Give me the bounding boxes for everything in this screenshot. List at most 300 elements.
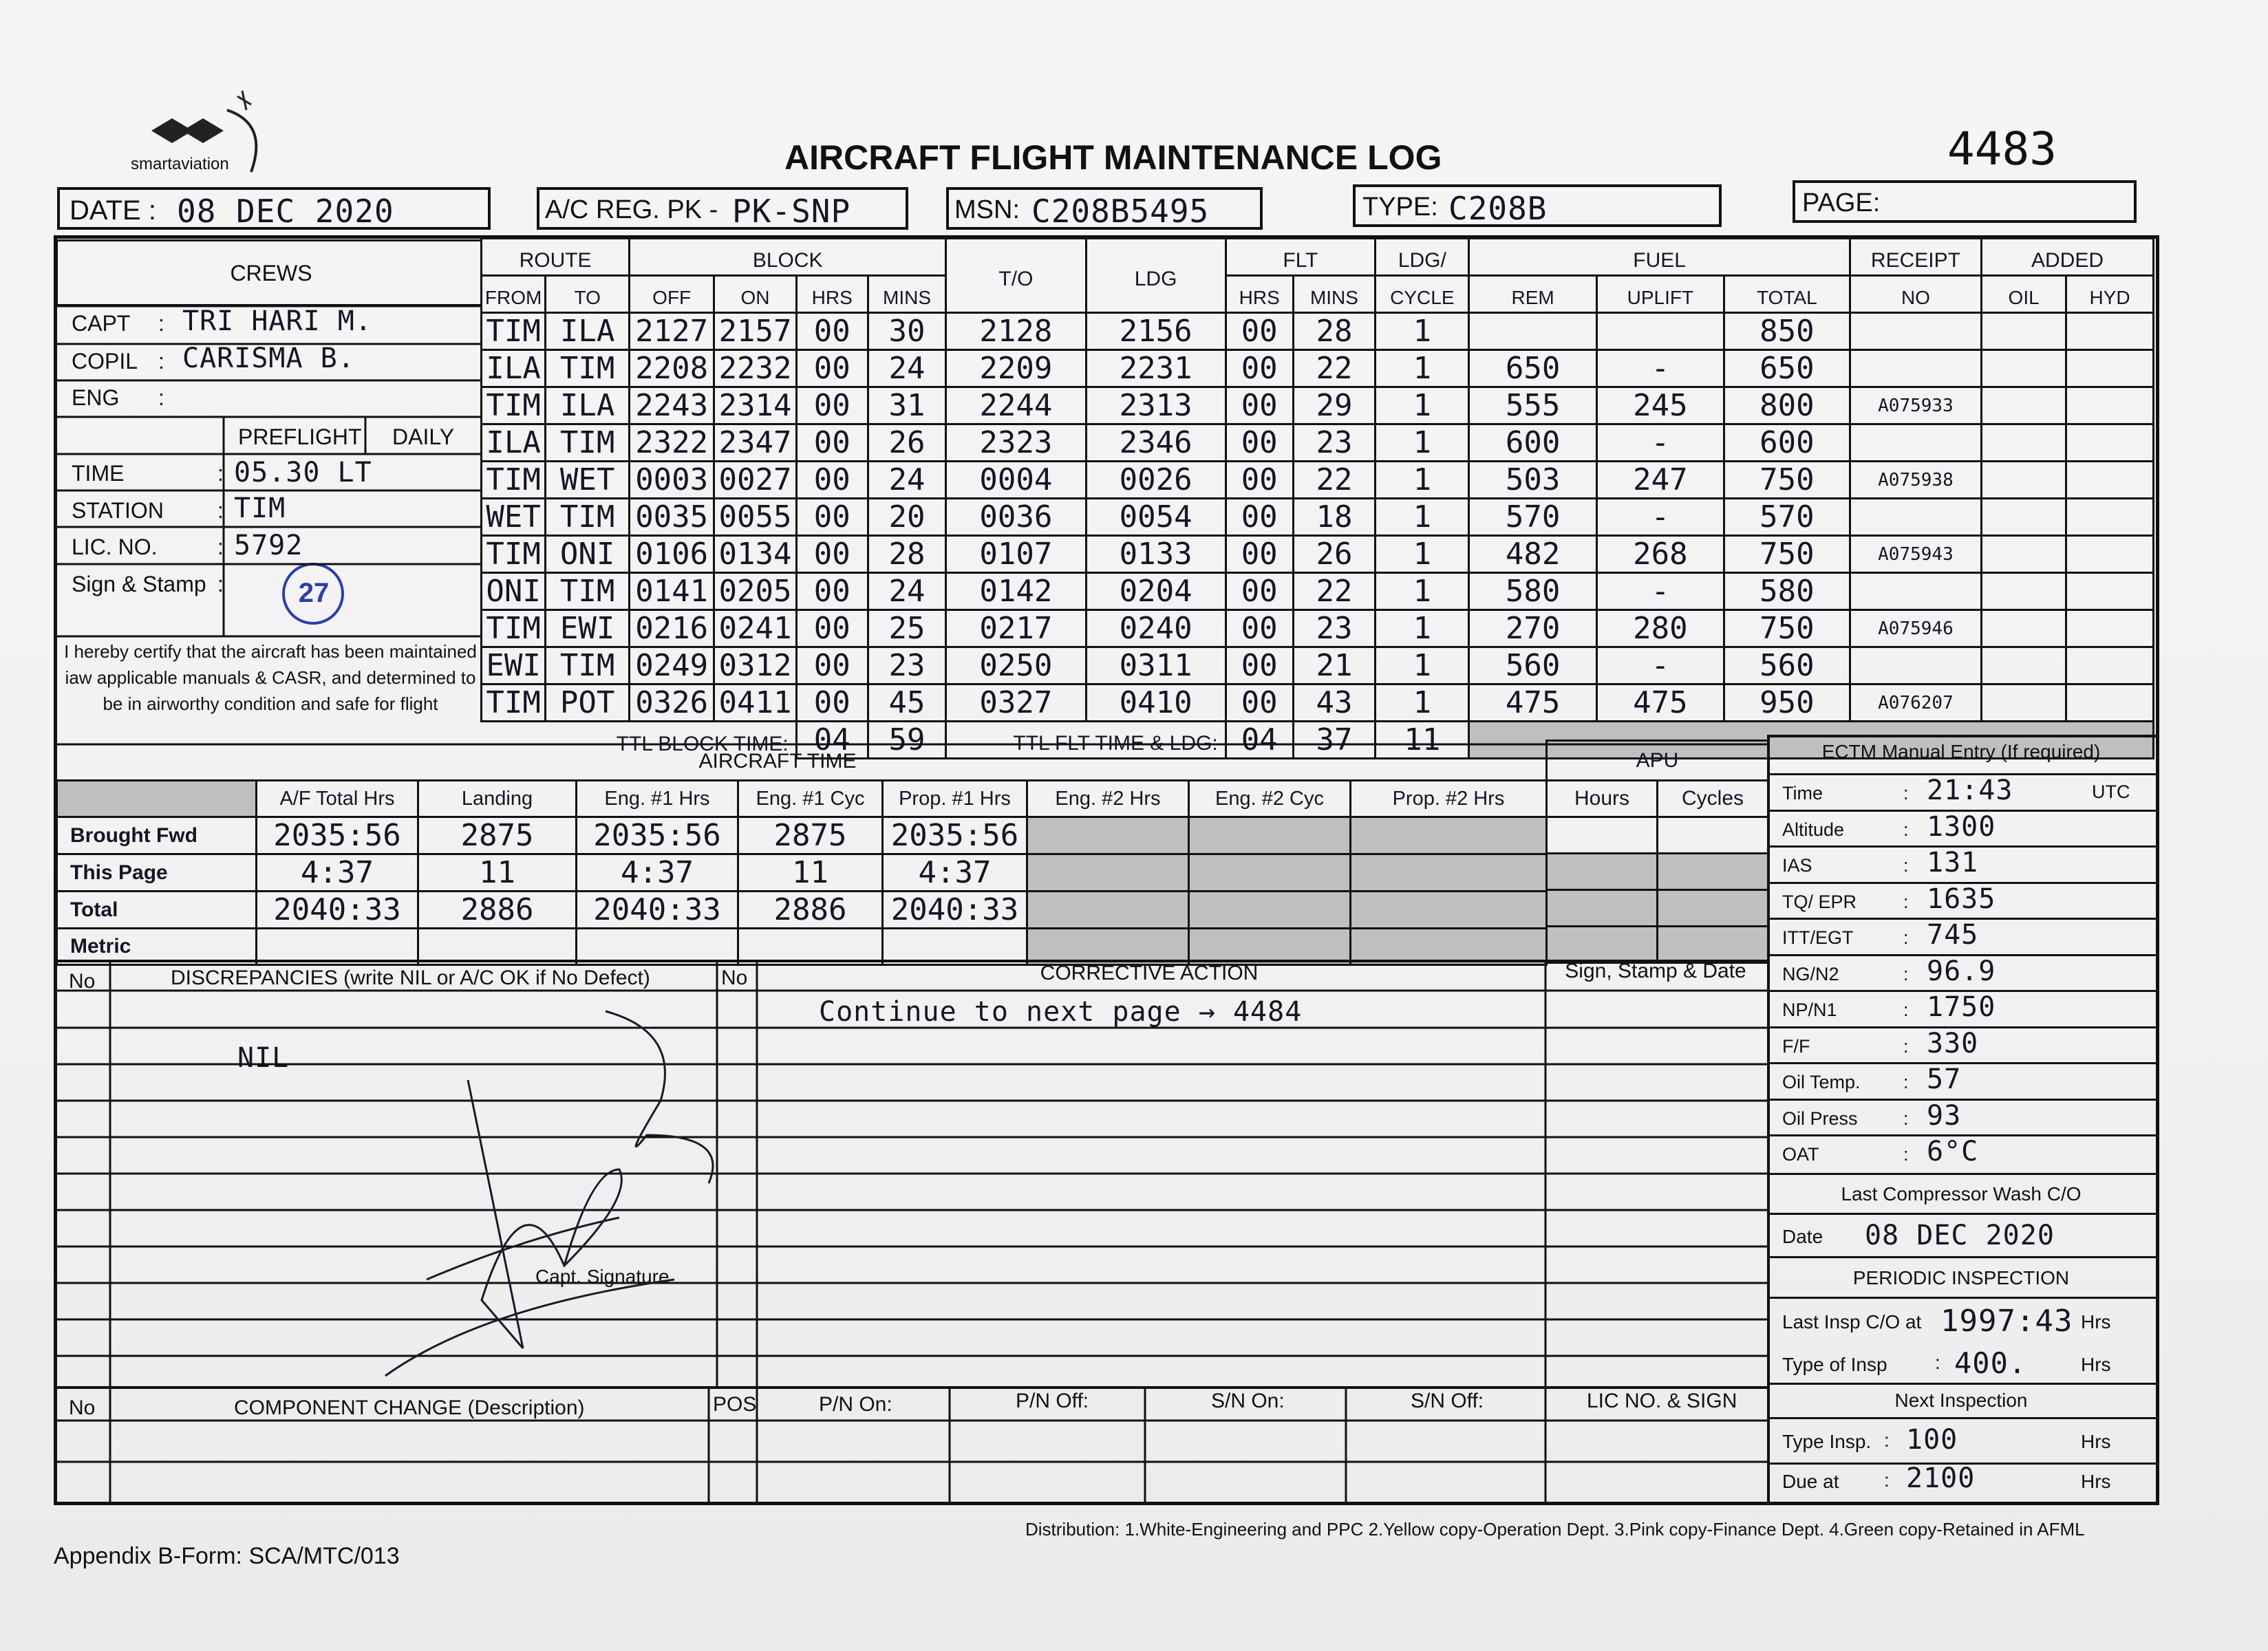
flight-cell-from[interactable]: TIM: [482, 313, 546, 350]
hyd-header-text: HYD: [2089, 287, 2130, 308]
aircraft-time-value[interactable]: 2035:56: [577, 817, 738, 854]
flight-cell-hrs[interactable]: 00: [796, 387, 868, 424]
flight-cell-cycle[interactable]: 1: [1376, 610, 1469, 647]
flight-cell-from[interactable]: TIM: [482, 462, 546, 499]
ectm-value[interactable]: 1750: [1927, 991, 1996, 1023]
compressor-date-value[interactable]: 08 DEC 2020: [1865, 1220, 2055, 1251]
flight-cell-hrs[interactable]: 00: [796, 536, 868, 573]
aircraft-time-header: Eng. #1 Hrs: [577, 781, 738, 817]
flight-cell-to[interactable]: POT: [546, 684, 630, 722]
flight-cell-on[interactable]: 0312: [714, 647, 797, 684]
next-type-unit: Hrs: [2081, 1431, 2111, 1452]
flight-cell-ldg[interactable]: 0240: [1086, 610, 1226, 647]
flight-cell-mins[interactable]: 20: [868, 499, 946, 536]
flight-cell-total[interactable]: 650: [1724, 350, 1850, 387]
to-header-text: TO: [574, 287, 601, 308]
flight-cell-fhrs[interactable]: 00: [1226, 313, 1293, 350]
copil-label: COPIL: [72, 349, 138, 374]
flight-cell-ldg[interactable]: 0133: [1086, 536, 1226, 573]
flight-cell-to-time[interactable]: 2244: [946, 387, 1086, 424]
flight-cell-fhrs[interactable]: 00: [1226, 499, 1293, 536]
flight-cell-to-time[interactable]: 0107: [946, 536, 1086, 573]
periodic-inspection-title: PERIODIC INSPECTION: [1852, 1267, 2070, 1288]
aircraft-time-row-label: Metric: [57, 929, 257, 965]
flight-cell-from[interactable]: TIM: [482, 536, 546, 573]
flight-cell-receipt[interactable]: A075938: [1850, 462, 1981, 499]
flight-cell-on[interactable]: 0055: [714, 499, 797, 536]
ectm-value[interactable]: 131: [1927, 847, 1979, 878]
flight-cell-to-time[interactable]: 0250: [946, 647, 1086, 684]
flight-cell-fhrs[interactable]: 00: [1226, 424, 1293, 462]
flight-cell-uplift[interactable]: -: [1596, 424, 1724, 462]
ectm-value[interactable]: 6°C: [1927, 1136, 1979, 1167]
flight-cell-total[interactable]: 750: [1724, 610, 1850, 647]
hrs-header-text: HRS: [811, 287, 853, 308]
due-at-value[interactable]: 2100: [1906, 1463, 1976, 1494]
flight-cell-mins[interactable]: 25: [868, 610, 946, 647]
aircraft-time-header: Prop. #2 Hrs: [1351, 781, 1547, 817]
aircraft-time-value[interactable]: 11: [738, 854, 883, 892]
flight-cell-fmins[interactable]: 23: [1293, 424, 1376, 462]
flight-cell-mins[interactable]: 23: [868, 647, 946, 684]
flight-cell-rem[interactable]: 555: [1469, 387, 1596, 424]
flight-cell-fhrs[interactable]: 00: [1226, 462, 1293, 499]
flight-cell-ldg[interactable]: 2231: [1086, 350, 1226, 387]
aircraft-time-header: Eng. #2 Cyc: [1189, 781, 1351, 817]
flight-cell-fhrs[interactable]: 00: [1226, 647, 1293, 684]
flight-cell-hrs[interactable]: 00: [796, 350, 868, 387]
off-header-text: OFF: [652, 287, 692, 308]
msn-label: MSN:: [954, 195, 1020, 224]
flight-cell-total[interactable]: 600: [1724, 424, 1850, 462]
ectm-unit: UTC: [2092, 781, 2130, 802]
flight-cell-rem[interactable]: 482: [1469, 536, 1596, 573]
page-title: AIRCRAFT FLIGHT MAINTENANCE LOG: [784, 138, 1442, 177]
flight-cell-to[interactable]: TIM: [546, 424, 630, 462]
ectm-label: Oil Temp.: [1782, 1072, 1861, 1092]
logo-text: smartaviation: [131, 155, 229, 173]
aircraft-time-value[interactable]: 2035:56: [257, 817, 418, 854]
flight-cell-from[interactable]: TIM: [482, 387, 546, 424]
flight-cell-fmins[interactable]: 21: [1293, 647, 1376, 684]
flight-cell-fhrs[interactable]: 00: [1226, 350, 1293, 387]
date-label: DATE :: [69, 195, 156, 226]
ldg-header-text: LDG: [1134, 268, 1177, 290]
last-insp-label: Last Insp C/O at: [1782, 1311, 1922, 1332]
ectm-value[interactable]: 1635: [1927, 883, 1996, 915]
preflight-time-value[interactable]: 05.30 LT: [234, 457, 372, 488]
flight-cell-on[interactable]: 2347: [714, 424, 797, 462]
total-header-text: TOTAL: [1757, 287, 1817, 308]
flight-cell-to-time[interactable]: 0142: [946, 573, 1086, 610]
flight-cell-uplift[interactable]: -: [1596, 647, 1724, 684]
flight-cell-from[interactable]: ILA: [482, 350, 546, 387]
flight-cell-uplift[interactable]: 247: [1596, 462, 1724, 499]
flight-cell-ldg[interactable]: 0410: [1086, 684, 1226, 722]
flight-cell-to-time[interactable]: 0036: [946, 499, 1086, 536]
flight-cell-cycle[interactable]: 1: [1376, 313, 1469, 350]
flight-cell-mins[interactable]: 28: [868, 536, 946, 573]
pos-label: POS: [713, 1393, 757, 1416]
ectm-label: IAS: [1782, 855, 1812, 876]
discrepancy-value[interactable]: NIL: [237, 1042, 290, 1074]
flight-cell-to[interactable]: ONI: [546, 536, 630, 573]
pn-off-label: P/N Off:: [1016, 1390, 1089, 1412]
flight-cell-total[interactable]: 570: [1724, 499, 1850, 536]
flight-cell-receipt[interactable]: A075946: [1850, 610, 1981, 647]
aircraft-time-row-label: This Page: [57, 854, 257, 892]
flight-cell-rem[interactable]: 475: [1469, 684, 1596, 722]
apu-hours-header: Hours: [1547, 781, 1658, 817]
eng-label: ENG: [72, 385, 120, 410]
flight-cell-fhrs[interactable]: 00: [1226, 536, 1293, 573]
flight-cell-hrs[interactable]: 00: [796, 499, 868, 536]
flight-cell-rem[interactable]: 580: [1469, 573, 1596, 610]
page-label: PAGE:: [1802, 188, 1881, 217]
flight-cell-uplift[interactable]: 475: [1596, 684, 1724, 722]
ectm-value[interactable]: 93: [1927, 1099, 1962, 1132]
ectm-label: Altitude: [1782, 819, 1845, 840]
flight-cell-off[interactable]: 2243: [630, 387, 714, 424]
flight-cell-to-time[interactable]: 2128: [946, 313, 1086, 350]
flight-cell-to[interactable]: TIM: [546, 499, 630, 536]
flight-cell-fmins[interactable]: 22: [1293, 573, 1376, 610]
flight-cell-hrs[interactable]: 00: [796, 313, 868, 350]
aircraft-time-value[interactable]: 4:37: [257, 854, 418, 892]
aircraft-time-header: A/F Total Hrs: [257, 781, 418, 817]
ttl-block-label: TTL BLOCK TIME:: [616, 732, 789, 755]
ectm-value[interactable]: 1300: [1927, 810, 1996, 843]
flight-cell-from[interactable]: TIM: [482, 684, 546, 722]
flight-cell-rem[interactable]: 270: [1469, 610, 1596, 647]
flight-cell-fmins[interactable]: 43: [1293, 684, 1376, 722]
aircraft-time-value[interactable]: 2035:56: [883, 817, 1027, 854]
lic-label: LIC. NO.: [72, 535, 158, 559]
flight-cell-from[interactable]: EWI: [482, 647, 546, 684]
added-header-text: ADDED: [2031, 249, 2104, 272]
corrective-action-value[interactable]: Continue to next page → 4484: [819, 996, 1303, 1028]
sn-on-label: S/N On:: [1211, 1390, 1285, 1412]
date-value[interactable]: 08 DEC 2020: [177, 193, 394, 230]
ectm-label: ITT/EGT: [1782, 927, 1854, 948]
next-type-label: Type Insp.: [1782, 1431, 1872, 1452]
flight-cell-on[interactable]: 0241: [714, 610, 797, 647]
flight-cell-rem[interactable]: 650: [1469, 350, 1596, 387]
aircraft-time-value[interactable]: 2040:33: [577, 892, 738, 929]
daily-label: DAILY: [392, 424, 455, 449]
sign-stamp-date-title: Sign, Stamp & Date: [1565, 960, 1746, 982]
flight-cell-mins[interactable]: 24: [868, 573, 946, 610]
flight-cell-total[interactable]: 850: [1724, 313, 1850, 350]
preflight-label: PREFLIGHT: [238, 424, 362, 449]
flight-cell-from[interactable]: ILA: [482, 424, 546, 462]
ectm-value[interactable]: 21:43: [1927, 775, 2013, 806]
ectm-label: NP/N1: [1782, 1000, 1837, 1020]
reg-label: A/C REG. PK -: [545, 195, 718, 224]
flight-cell-off[interactable]: 2208: [630, 350, 714, 387]
flight-cell-uplift[interactable]: -: [1596, 499, 1724, 536]
flight-cell-off[interactable]: 0106: [630, 536, 714, 573]
flight-cell-cycle[interactable]: 1: [1376, 684, 1469, 722]
flight-cell-cycle[interactable]: 1: [1376, 573, 1469, 610]
ectm-label: Time: [1782, 783, 1823, 803]
ectm-value[interactable]: 330: [1927, 1027, 1979, 1059]
mins-header-text: MINS: [883, 287, 932, 308]
fuel-header-text: FUEL: [1633, 249, 1686, 272]
flight-cell-to[interactable]: TIM: [546, 573, 630, 610]
flight-cell-on[interactable]: 2157: [714, 313, 797, 350]
flight-cell-ldg[interactable]: 2156: [1086, 313, 1226, 350]
aircraft-time-value[interactable]: 2040:33: [257, 892, 418, 929]
flight-cell-off[interactable]: 0035: [630, 499, 714, 536]
flight-cell-off[interactable]: 0326: [630, 684, 714, 722]
flight-cell-off[interactable]: 0141: [630, 573, 714, 610]
flight-cell-total[interactable]: 560: [1724, 647, 1850, 684]
flight-cell-uplift[interactable]: -: [1596, 350, 1724, 387]
flight-cell-from[interactable]: TIM: [482, 610, 546, 647]
ectm-label: Oil Press: [1782, 1108, 1858, 1129]
flight-cell-to[interactable]: ILA: [546, 313, 630, 350]
ectm-value[interactable]: 745: [1927, 919, 1979, 951]
flight-cell-hrs[interactable]: 00: [796, 610, 868, 647]
flight-cell-uplift[interactable]: -: [1596, 573, 1724, 610]
receipt-header-text-2: NO: [1901, 287, 1930, 308]
flight-cell-ldg[interactable]: 2346: [1086, 424, 1226, 462]
flight-cell-ldg[interactable]: 0026: [1086, 462, 1226, 499]
stamp-number: 27: [298, 578, 330, 608]
type-label: TYPE:: [1362, 193, 1438, 222]
type-value[interactable]: C208B: [1448, 190, 1548, 227]
flight-cell-fhrs[interactable]: 00: [1226, 573, 1293, 610]
flight-cell-on[interactable]: 0134: [714, 536, 797, 573]
aircraft-time-value[interactable]: 2040:33: [883, 892, 1027, 929]
flight-cell-on[interactable]: 0205: [714, 573, 797, 610]
document-number: 4483: [1947, 122, 2057, 175]
aircraft-time-row-label: Brought Fwd: [57, 817, 257, 854]
station-value[interactable]: TIM: [234, 493, 286, 524]
capt-signature-label: Capt. Signature: [535, 1266, 670, 1287]
type-of-insp-label: Type of Insp: [1782, 1354, 1887, 1375]
flight-cell-off[interactable]: 0249: [630, 647, 714, 684]
type-of-insp-value[interactable]: 400.: [1954, 1346, 2027, 1380]
flight-cell-to-time[interactable]: 0217: [946, 610, 1086, 647]
to-time-header-text: T/O: [998, 268, 1034, 290]
flight-cell-to[interactable]: EWI: [546, 610, 630, 647]
ttl-block-hrs[interactable]: 04: [796, 722, 868, 759]
apu-title: APU: [1547, 741, 1768, 781]
block-header-text: BLOCK: [752, 249, 823, 272]
aircraft-time-header: Landing: [418, 781, 577, 817]
due-at-unit: Hrs: [2081, 1471, 2111, 1492]
from-header-text: FROM: [484, 287, 542, 308]
ectm-value[interactable]: 96.9: [1927, 955, 1996, 987]
reg-value[interactable]: PK-SNP: [732, 193, 851, 230]
station-label: STATION: [72, 498, 164, 523]
flight-cell-fmins[interactable]: 23: [1293, 610, 1376, 647]
flight-cell-mins[interactable]: 26: [868, 424, 946, 462]
flight-cell-hrs[interactable]: 00: [796, 684, 868, 722]
capt-value[interactable]: TRI HARI M.: [182, 305, 372, 337]
flight-cell-to-time[interactable]: 0004: [946, 462, 1086, 499]
flight-cell-fmins[interactable]: 22: [1293, 350, 1376, 387]
flight-cell-fhrs[interactable]: 00: [1226, 684, 1293, 722]
crews-header: CREWS: [230, 261, 312, 285]
flight-cell-receipt[interactable]: A075943: [1850, 536, 1981, 573]
last-insp-value[interactable]: 1997:43: [1940, 1304, 2073, 1339]
flight-cell-uplift[interactable]: 245: [1596, 387, 1724, 424]
discrepancy-title: DISCREPANCIES (write NIL or A/C OK if No Defect): [171, 967, 650, 989]
flight-cell-mins[interactable]: 45: [868, 684, 946, 722]
ectm-label: F/F: [1782, 1035, 1810, 1057]
flight-cell-off[interactable]: 2127: [630, 313, 714, 350]
flight-cell-to[interactable]: TIM: [546, 647, 630, 684]
ectm-value[interactable]: 57: [1927, 1064, 1962, 1095]
next-type-value[interactable]: 100: [1906, 1424, 1958, 1456]
flight-cell-hrs[interactable]: 00: [796, 573, 868, 610]
flt-mins-header-text: MINS: [1309, 287, 1358, 308]
lic-sign-label: LIC NO. & SIGN: [1587, 1390, 1737, 1412]
discrepancy-no-label: No: [69, 970, 96, 993]
flight-cell-cycle[interactable]: 1: [1376, 387, 1469, 424]
flight-cell-mins[interactable]: 31: [868, 387, 946, 424]
distribution-note: Distribution: 1.White-Engineering and PPC 2.Yellow copy-Operation Dept. 3.Pink copy-Finance Dept. 4.Green copy-Retained in AFML: [1025, 1519, 2085, 1540]
aircraft-time-value[interactable]: 4:37: [883, 854, 1027, 892]
flight-cell-total[interactable]: 800: [1724, 387, 1850, 424]
ldg-cycle-header-text-1: LDG/: [1398, 249, 1446, 272]
flight-cell-from[interactable]: WET: [482, 499, 546, 536]
certification-text: I hereby certify that the aircraft has been maintained iaw applicable manuals & CASR, and determined to be in airworthy condition and safe for flight: [64, 641, 477, 714]
aircraft-time-value[interactable]: 2886: [738, 892, 883, 929]
flight-cell-total[interactable]: 950: [1724, 684, 1850, 722]
flight-cell-fhrs[interactable]: 00: [1226, 387, 1293, 424]
flight-cell-cycle[interactable]: 1: [1376, 647, 1469, 684]
flight-cell-rem[interactable]: 503: [1469, 462, 1596, 499]
flight-cell-cycle[interactable]: 1: [1376, 499, 1469, 536]
rem-header-text: REM: [1511, 287, 1554, 308]
route-header-text: ROUTE: [519, 249, 592, 272]
flight-cell-to[interactable]: WET: [546, 462, 630, 499]
aircraft-time-value[interactable]: 2875: [738, 817, 883, 854]
aircraft-time-header: Eng. #2 Hrs: [1027, 781, 1189, 817]
aircraft-time-header: Eng. #1 Cyc: [738, 781, 883, 817]
flight-cell-hrs[interactable]: 00: [796, 462, 868, 499]
flight-cell-fmins[interactable]: 28: [1293, 313, 1376, 350]
ttl-flt-label: TTL FLT TIME & LDG:: [1013, 732, 1218, 755]
flight-cell-rem[interactable]: 570: [1469, 499, 1596, 536]
flight-cell-ldg[interactable]: 0054: [1086, 499, 1226, 536]
flight-cell-on[interactable]: 2314: [714, 387, 797, 424]
flight-cell-to[interactable]: TIM: [546, 350, 630, 387]
flight-cell-fhrs[interactable]: 00: [1226, 610, 1293, 647]
flight-cell-cycle[interactable]: 1: [1376, 462, 1469, 499]
flight-cell-to-time[interactable]: 2209: [946, 350, 1086, 387]
pn-on-label: P/N On:: [819, 1393, 892, 1416]
flight-cell-ldg[interactable]: 0311: [1086, 647, 1226, 684]
copil-value[interactable]: CARISMA B.: [182, 343, 355, 374]
oil-header-text: OIL: [2008, 287, 2040, 308]
aircraft-time-value[interactable]: 2875: [418, 817, 577, 854]
flight-cell-cycle[interactable]: 1: [1376, 350, 1469, 387]
lic-value[interactable]: 5792: [234, 530, 303, 561]
flt-header-text: FLT: [1283, 249, 1318, 272]
flight-cell-off[interactable]: 2322: [630, 424, 714, 462]
aircraft-time-value[interactable]: 2886: [418, 892, 577, 929]
flight-cell-to[interactable]: ILA: [546, 387, 630, 424]
on-header-text: ON: [740, 287, 770, 308]
flight-cell-rem[interactable]: 600: [1469, 424, 1596, 462]
sign-stamp-label: Sign & Stamp: [72, 572, 206, 596]
flight-cell-to-time[interactable]: 0327: [946, 684, 1086, 722]
flight-cell-hrs[interactable]: 00: [796, 424, 868, 462]
flight-cell-fmins[interactable]: 22: [1293, 462, 1376, 499]
flight-cell-uplift[interactable]: 280: [1596, 610, 1724, 647]
flight-cell-on[interactable]: 2232: [714, 350, 797, 387]
flight-cell-receipt[interactable]: A075933: [1850, 387, 1981, 424]
flight-cell-cycle[interactable]: 1: [1376, 424, 1469, 462]
flight-cell-ldg[interactable]: 0204: [1086, 573, 1226, 610]
compressor-date-label: Date: [1782, 1226, 1823, 1247]
flight-cell-from[interactable]: ONI: [482, 573, 546, 610]
last-insp-unit: Hrs: [2081, 1311, 2111, 1332]
aircraft-time-value[interactable]: 11: [418, 854, 577, 892]
type-of-insp-unit: Hrs: [2081, 1354, 2111, 1375]
component-no-label: No: [69, 1396, 96, 1419]
sn-off-label: S/N Off:: [1411, 1390, 1484, 1412]
flight-cell-mins[interactable]: 30: [868, 313, 946, 350]
flight-cell-cycle[interactable]: 1: [1376, 536, 1469, 573]
flight-cell-rem[interactable]: 560: [1469, 647, 1596, 684]
corrective-no-label: No: [721, 967, 748, 989]
ectm-label: OAT: [1782, 1144, 1819, 1165]
ttl-flt-mins[interactable]: 37: [1293, 722, 1376, 759]
flight-cell-uplift[interactable]: 268: [1596, 536, 1724, 573]
aircraft-time-value[interactable]: 4:37: [577, 854, 738, 892]
flight-cell-off[interactable]: 0003: [630, 462, 714, 499]
flight-cell-total[interactable]: 750: [1724, 462, 1850, 499]
ectm-label: TQ/ EPR: [1782, 891, 1857, 912]
ectm-title: ECTM Manual Entry (If required): [1821, 741, 2101, 762]
form-number: Appendix B-Form: SCA/MTC/013: [54, 1543, 400, 1569]
flight-cell-mins[interactable]: 24: [868, 350, 946, 387]
time-label: TIME: [72, 461, 125, 486]
msn-value[interactable]: C208B5495: [1031, 193, 1210, 230]
flight-cell-receipt[interactable]: A076207: [1850, 684, 1981, 722]
ectm-label: NG/N2: [1782, 963, 1839, 984]
flight-cell-fmins[interactable]: 18: [1293, 499, 1376, 536]
ttl-ldg[interactable]: 11: [1376, 722, 1469, 759]
flight-cell-hrs[interactable]: 00: [796, 647, 868, 684]
next-inspection-title: Next Inspection: [1894, 1390, 2028, 1411]
flight-cell-total[interactable]: 750: [1724, 536, 1850, 573]
flight-cell-to-time[interactable]: 2323: [946, 424, 1086, 462]
flight-cell-total[interactable]: 580: [1724, 573, 1850, 610]
ldg-cycle-header-text-2: CYCLE: [1390, 287, 1455, 308]
ttl-flt-hrs[interactable]: 04: [1226, 722, 1293, 759]
capt-label: CAPT: [72, 311, 131, 336]
aircraft-time-row-label: Total: [57, 892, 257, 929]
uplift-header-text: UPLIFT: [1627, 287, 1694, 308]
flight-cell-fmins[interactable]: 29: [1293, 387, 1376, 424]
ttl-block-mins[interactable]: 59: [868, 722, 946, 759]
flight-cell-on[interactable]: 0411: [714, 684, 797, 722]
flight-cell-ldg[interactable]: 2313: [1086, 387, 1226, 424]
flight-cell-fmins[interactable]: 26: [1293, 536, 1376, 573]
flight-cell-off[interactable]: 0216: [630, 610, 714, 647]
captain-signature-icon: [385, 1011, 713, 1376]
flight-cell-on[interactable]: 0027: [714, 462, 797, 499]
flt-hrs-header-text: HRS: [1239, 287, 1280, 308]
flight-cell-mins[interactable]: 24: [868, 462, 946, 499]
